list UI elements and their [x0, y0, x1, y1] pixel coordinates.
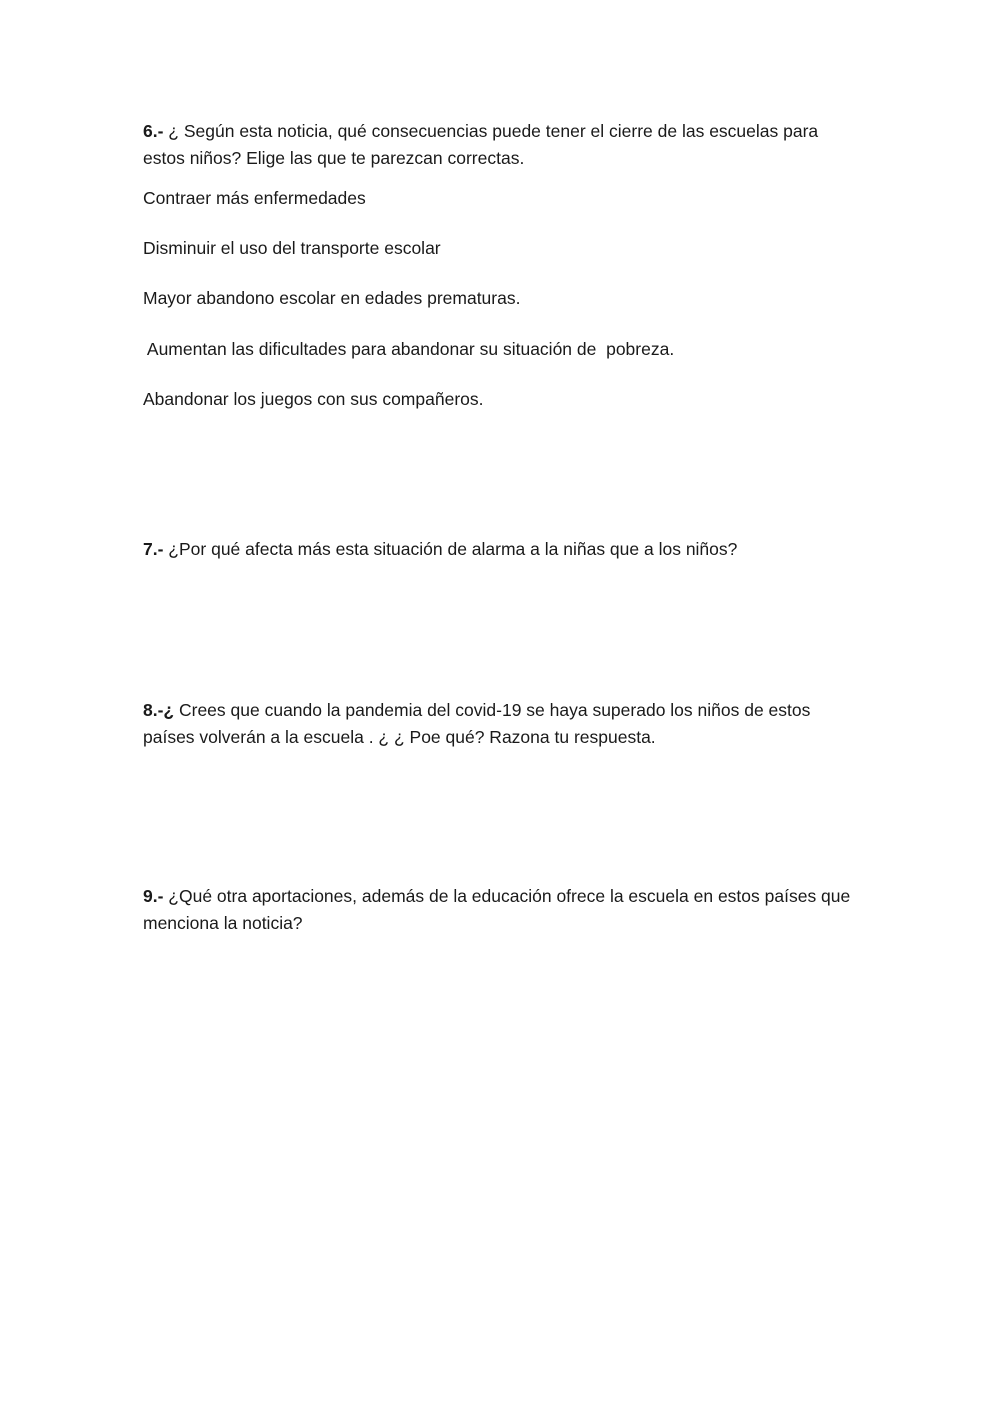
question-9-text: ¿Qué otra aportaciones, además de la educación ofrece la escuela en estos países que menciona la noticia?	[143, 886, 851, 933]
question-6-option-3: Mayor abandono escolar en edades prematuras.	[143, 288, 521, 308]
question-6-option-4: Aumentan las dificultades para abandonar su situación de pobreza.	[143, 339, 675, 359]
question-8-text: Crees que cuando la pandemia del covid-19 se haya superado los niños de estos países volverán a la escuela . ¿ ¿ Poe qué? Razona tu respuesta.	[143, 700, 811, 747]
question-9	[143, 883, 863, 937]
question-6-number: 6.-	[143, 121, 164, 141]
question-8	[143, 697, 863, 751]
question-6	[143, 118, 863, 172]
question-6-option-2: Disminuir el uso del transporte escolar	[143, 238, 441, 258]
question-6-option-1: Contraer más enfermedades	[143, 188, 366, 208]
question-8-number: 8.-¿	[143, 700, 175, 720]
question-7-text: ¿Por qué afecta más esta situación de alarma a la niñas que a los niños?	[163, 539, 738, 559]
question-7	[143, 536, 863, 563]
question-6-option-5: Abandonar los juegos con sus compañeros.	[143, 389, 484, 409]
question-9-number: 9.-	[143, 886, 164, 906]
question-6-text: ¿ Según esta noticia, qué consecuencias puede tener el cierre de las escuelas para estos niños? Elige las que te parezcan correctas.	[143, 121, 819, 168]
question-7-number: 7.-	[143, 539, 164, 559]
